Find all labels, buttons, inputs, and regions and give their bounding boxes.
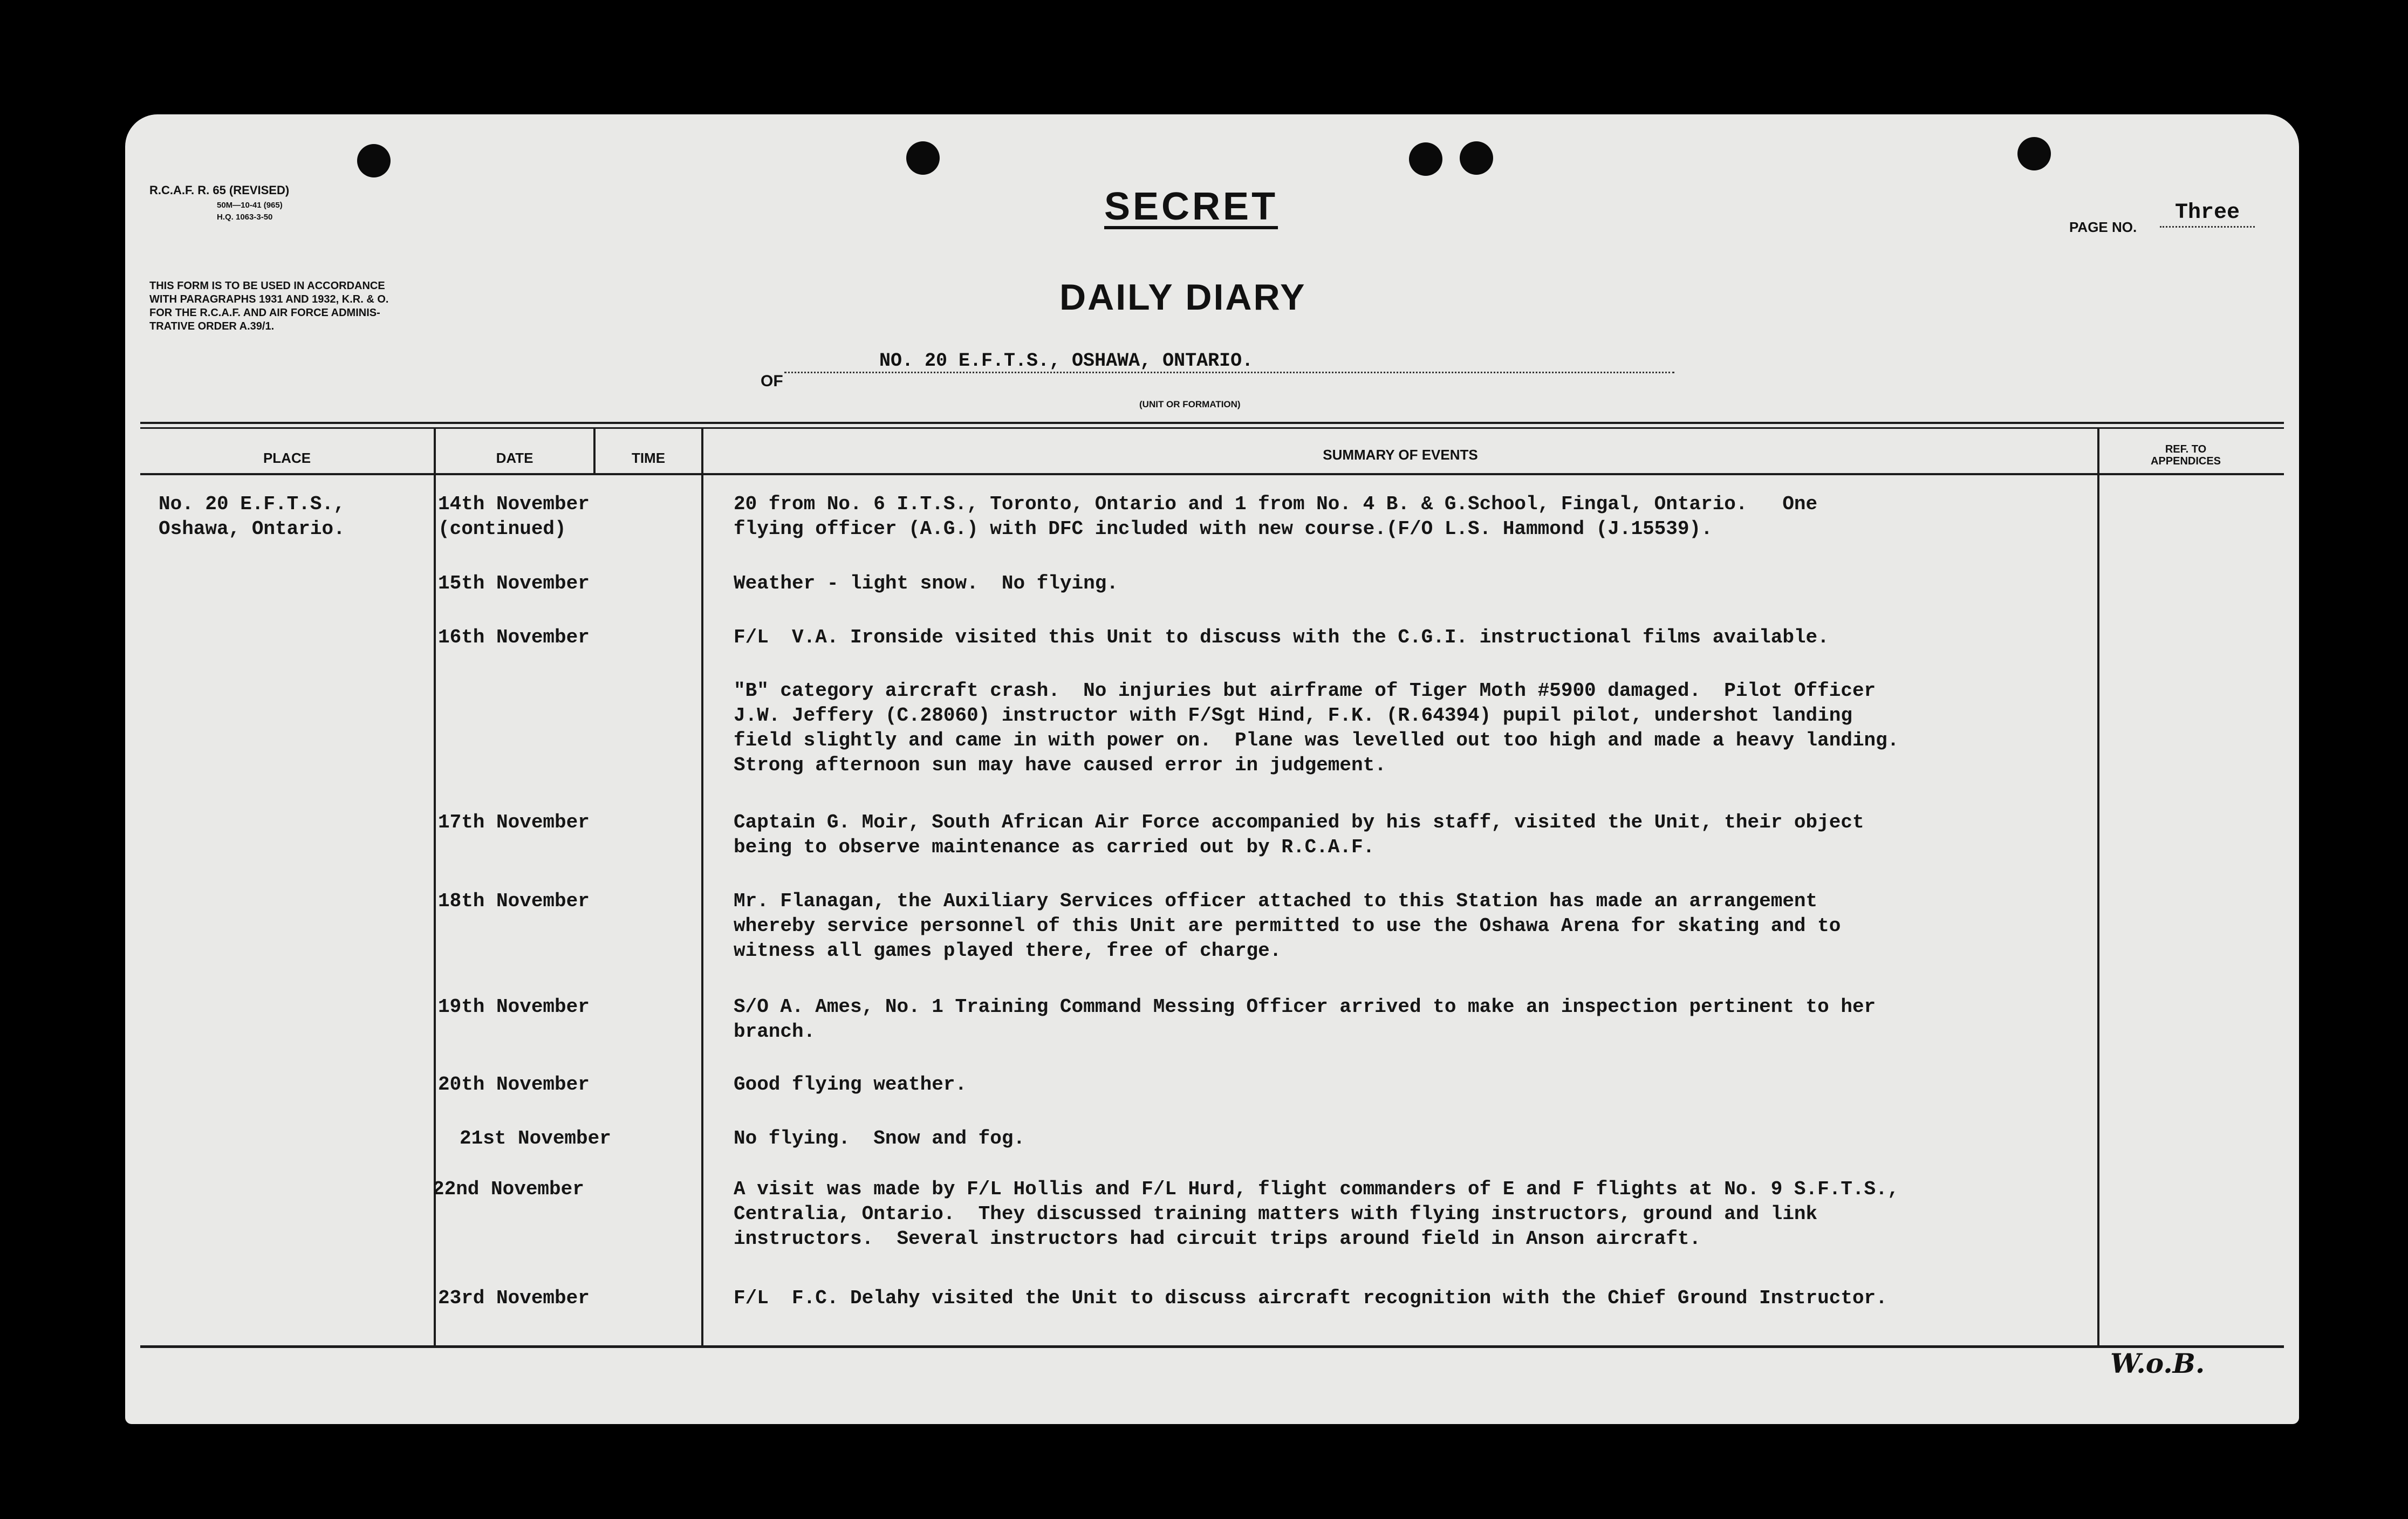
form-print-run: 50M—10-41 (965) [217,201,283,210]
page-title: DAILY DIARY [1059,277,1306,318]
handwritten-initials: W.o.B. [2110,1347,2205,1379]
table-top-rule [140,422,2284,424]
place-cell: No. 20 E.F.T.S., Oshawa, Ontario. [159,493,345,540]
column-header-time: TIME [631,450,666,466]
table-top-rule [140,427,2284,429]
entry-summary: F/L F.C. Delahy visited the Unit to discuss aircraft recognition with the Chief Ground Instructor. [734,1287,1887,1309]
entry-date: 19th November [438,996,590,1018]
entry-summary: Mr. Flanagan, the Auxiliary Services officer attached to this Station has made an arrangement whereby service personnel of this Unit are permitted to use the Oshawa Arena for skating and to witness all games played there, free of charge. [734,890,1841,962]
page-number-value: Three [2160,201,2255,228]
punch-hole [2017,137,2051,170]
form-note: THIS FORM IS TO BE USED IN ACCORDANCE WITH PARAGRAPHS 1931 AND 1932, K.R. & O. FOR THE R.C.A.F. AND AIR FORCE ADMINIS- TRATIVE ORDER A.39/1. [149,280,389,332]
unit-name: NO. 20 E.F.T.S., OSHAWA, ONTARIO. [784,350,1674,373]
classification-heading: SECRET [1104,185,1278,228]
punch-hole [906,141,940,175]
column-header-place: PLACE [263,450,311,466]
entry-summary: Weather - light snow. No flying. [734,572,1118,594]
entry-date: 18th November [438,890,590,912]
entry-summary: A visit was made by F/L Hollis and F/L Hurd, flight commanders of E and F flights at No. 9 S.F.T.S., Centralia, Ontario. They discussed training matters with flying instructors, ground and link instructors. Several instructors had circuit trips around field in Anson aircraft. [734,1178,1899,1250]
column-divider [434,429,436,1346]
entry-summary: Captain G. Moir, South African Air Force accompanied by his staff, visited the Unit, their object being to observe maintenance as carried out by R.C.A.F. [734,811,1864,858]
entry-summary: No flying. Snow and fog. [734,1127,1025,1149]
table-bottom-rule [140,1345,2284,1348]
entry-date: 21st November [460,1127,611,1149]
column-header-date: DATE [496,450,533,466]
form-hq: H.Q. 1063-3-50 [217,213,273,222]
header-bottom-rule [140,473,2284,475]
entry-summary: "B" category aircraft crash. No injuries but airframe of Tiger Moth #5900 damaged. Pilot Officer J.W. Jeffery (C.28060) instructor with F/Sgt Hind, F.K. (R.64394) pupil pilot, undershot landing field slightly and came in with power on. Plane was levelled out too high and made a heavy landing. Strong afternoon sun may have caused error in judgement. [734,680,1899,776]
of-label: OF [761,372,783,390]
entry-date: 23rd November [438,1287,590,1309]
page-number-label: PAGE NO. [2069,219,2137,235]
entry-date: 16th November [438,626,590,648]
entry-summary: F/L V.A. Ironside visited this Unit to discuss with the C.G.I. instructional films available. [734,626,1829,648]
form-code: R.C.A.F. R. 65 (REVISED) [149,183,290,197]
entry-summary: S/O A. Ames, No. 1 Training Command Messing Officer arrived to make an inspection pertinent to her branch. [734,996,1876,1043]
entry-summary: Good flying weather. [734,1073,967,1096]
diary-page [125,114,2299,1424]
unit-caption: (UNIT OR FORMATION) [1139,399,1241,409]
column-header-ref: REF. TO APPENDICES [2150,443,2221,467]
entry-date: 22nd November [433,1178,584,1200]
entry-date: 15th November [438,572,590,594]
punch-hole [1460,141,1493,175]
entry-date: 17th November [438,811,590,833]
punch-hole [357,144,391,177]
column-header-summary: SUMMARY OF EVENTS [1323,447,1478,463]
column-divider [701,429,703,1346]
entry-summary: 20 from No. 6 I.T.S., Toronto, Ontario and 1 from No. 4 B. & G.School, Fingal, Ontario. One flying officer (A.G.) with DFC included with new course.(F/O L.S. Hammond (J.15539). [734,493,1818,540]
entry-date: 20th November [438,1073,590,1096]
punch-hole [1409,142,1442,176]
entry-date: 14th November (continued) [438,493,590,540]
